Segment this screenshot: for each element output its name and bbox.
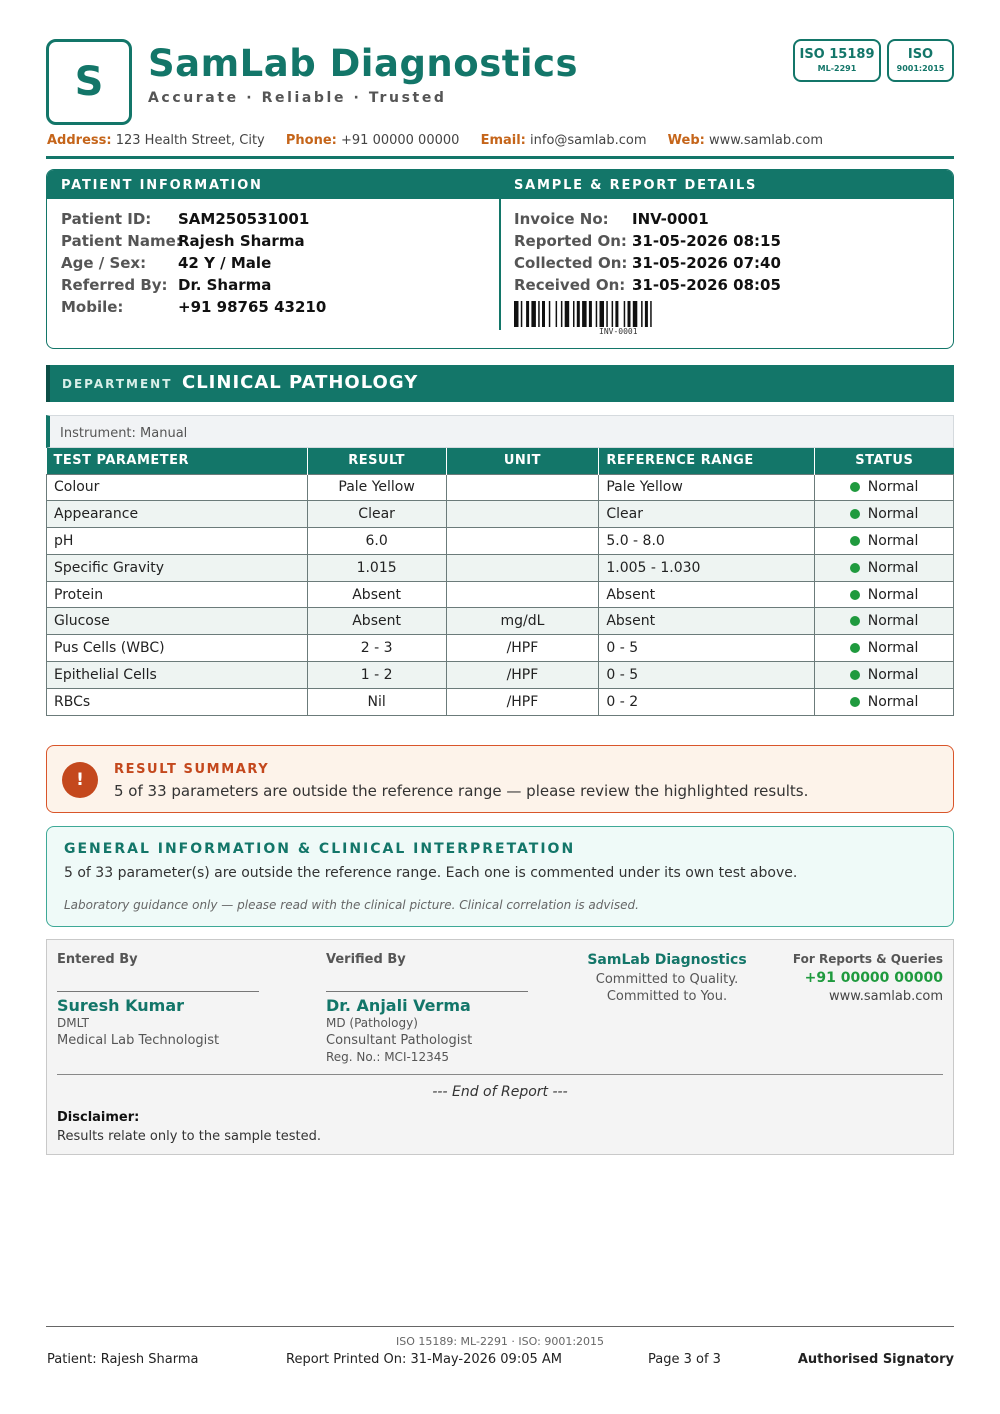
email-label: Email: <box>480 133 526 148</box>
reported-on-value: 31-05-2026 08:15 <box>632 232 781 250</box>
general-title: GENERAL INFORMATION & CLINICAL INTERPRETATION <box>64 841 576 857</box>
panel-divider <box>499 170 501 330</box>
range-cell: Clear <box>599 501 815 528</box>
signature-divider <box>57 1074 943 1075</box>
mobile-row <box>61 298 326 316</box>
lab-motto-line1: Committed to Quality. <box>595 972 739 987</box>
invoice-value: INV-0001 <box>632 210 709 228</box>
param-cell: Epithelial Cells <box>47 662 308 689</box>
status-cell <box>815 688 954 715</box>
collected-on-label: Collected On: <box>514 254 628 272</box>
unit-cell: mg/dL <box>446 608 599 635</box>
web-label: Web: <box>667 133 705 148</box>
badge-title: ISO 15189 <box>799 47 875 62</box>
lab-tagline: Accurate · Reliable · Trusted <box>148 90 447 106</box>
range-cell: 1.005 - 1.030 <box>599 554 815 581</box>
status-text: Normal <box>867 559 919 576</box>
status-cell <box>815 608 954 635</box>
age-sex-label: Age / Sex: <box>61 254 147 272</box>
lab-name: SamLab Diagnostics <box>148 42 579 85</box>
phone-value[interactable]: +91 00000 00000 <box>341 133 460 148</box>
patient-info-heading: PATIENT INFORMATION <box>61 178 263 193</box>
result-cell: 1 - 2 <box>307 662 446 689</box>
department-bar <box>46 365 954 402</box>
lab-motto-line2: Committed to You. <box>606 989 728 1004</box>
disclaimer-text: Results relate only to the sample tested. <box>57 1129 321 1144</box>
header-divider <box>46 156 954 159</box>
instrument-text: Instrument: Manual <box>60 426 188 441</box>
queries-label: For Reports & Queries <box>792 952 943 966</box>
patient-name-label: Patient Name: <box>61 232 182 250</box>
collected-on-value: 31-05-2026 07:40 <box>632 254 781 272</box>
iso-15189-badge <box>793 39 881 82</box>
param-cell: Specific Gravity <box>47 554 308 581</box>
status-text: Normal <box>867 506 919 523</box>
verified-by-name: Dr. Anjali Verma <box>326 996 471 1015</box>
param-cell: Protein <box>47 581 308 608</box>
referred-by-label: Referred By: <box>61 276 168 294</box>
col-header-result: RESULT <box>307 448 446 474</box>
unit-cell <box>446 554 599 581</box>
status-text: Normal <box>867 666 919 683</box>
entered-by-name: Suresh Kumar <box>57 996 185 1015</box>
table-row <box>47 608 954 635</box>
results-table <box>46 448 954 716</box>
param-cell: Colour <box>47 474 308 501</box>
summary-title: RESULT SUMMARY <box>114 762 270 777</box>
range-cell: 5.0 - 8.0 <box>599 528 815 555</box>
mobile-label: Mobile: <box>61 298 124 316</box>
footer-signatory: Authorised Signatory <box>797 1352 954 1367</box>
param-cell: Appearance <box>47 501 308 528</box>
status-text: Normal <box>867 479 919 496</box>
verified-by-label: Verified By <box>326 952 406 967</box>
table-row <box>47 635 954 662</box>
logo-letter: S <box>74 59 104 105</box>
status-cell <box>815 554 954 581</box>
result-cell: 6.0 <box>307 528 446 555</box>
badge-title: ISO <box>907 47 934 62</box>
entered-by-role: Medical Lab Technologist <box>57 1033 220 1048</box>
unit-cell <box>446 528 599 555</box>
col-header-parameter: TEST PARAMETER <box>47 448 308 474</box>
footer-iso-line: ISO 15189: ML-2291 · ISO: 9001:2015 <box>395 1335 605 1348</box>
verified-by-registration: Reg. No.: MCI-12345 <box>326 1050 449 1064</box>
result-cell: Pale Yellow <box>307 474 446 501</box>
param-cell: RBCs <box>47 688 308 715</box>
status-text: Normal <box>867 532 919 549</box>
status-dot-icon <box>850 670 860 680</box>
queries-web[interactable]: www.samlab.com <box>829 989 943 1004</box>
reported-on-label: Reported On: <box>514 232 627 250</box>
unit-cell: /HPF <box>446 635 599 662</box>
mobile-value: +91 98765 43210 <box>178 298 327 316</box>
signature-block <box>46 939 954 1155</box>
status-cell <box>815 662 954 689</box>
phone-label: Phone: <box>285 133 337 148</box>
unit-cell <box>446 501 599 528</box>
signature-line <box>57 991 259 992</box>
param-cell: Pus Cells (WBC) <box>47 635 308 662</box>
status-text: Normal <box>867 613 919 630</box>
unit-cell: /HPF <box>446 662 599 689</box>
status-cell <box>815 501 954 528</box>
footer-divider <box>46 1326 954 1327</box>
status-dot-icon <box>850 616 860 626</box>
email-link[interactable]: info@samlab.com <box>530 133 647 148</box>
queries-phone[interactable]: +91 00000 00000 <box>804 970 943 986</box>
lab-logo <box>46 39 132 125</box>
param-cell: Glucose <box>47 608 308 635</box>
received-on-value: 31-05-2026 08:05 <box>632 276 781 294</box>
range-cell: 0 - 5 <box>599 662 815 689</box>
status-text: Normal <box>867 693 919 710</box>
end-of-report: --- End of Report --- <box>432 1084 568 1100</box>
status-cell <box>815 474 954 501</box>
web-link[interactable]: www.samlab.com <box>709 133 823 148</box>
result-cell: Absent <box>307 581 446 608</box>
summary-message: 5 of 33 parameters are outside the reference range — please review the highlighted results. <box>114 782 809 800</box>
col-header-status: STATUS <box>815 448 954 474</box>
unit-cell <box>446 581 599 608</box>
address-value: 123 Health Street, City <box>115 133 265 148</box>
badge-subtitle: 9001:2015 <box>896 64 945 73</box>
iso-9001-badge <box>887 39 954 82</box>
instrument-bar <box>46 415 954 448</box>
status-dot-icon <box>850 563 860 573</box>
table-row <box>47 688 954 715</box>
status-dot-icon <box>850 482 860 492</box>
department-label: DEPARTMENT <box>62 377 173 391</box>
range-cell: Pale Yellow <box>599 474 815 501</box>
range-cell: 0 - 2 <box>599 688 815 715</box>
status-cell <box>815 635 954 662</box>
age-sex-row <box>61 254 271 272</box>
received-on-label: Received On: <box>514 276 626 294</box>
disclaimer-label: Disclaimer: <box>57 1110 140 1125</box>
verified-by-role: Consultant Pathologist <box>326 1033 473 1048</box>
sample-details-heading: SAMPLE & REPORT DETAILS <box>514 178 758 193</box>
patient-id-label: Patient ID: <box>61 210 152 228</box>
department-name: CLINICAL PATHOLOGY <box>182 372 419 393</box>
footer-patient: Patient: Rajesh Sharma <box>47 1352 199 1367</box>
signature-line <box>326 991 528 992</box>
footer-printed-on: Report Printed On: 31-May-2026 09:05 AM <box>286 1352 562 1367</box>
alert-icon: ! <box>62 762 98 798</box>
patient-name-row <box>61 232 305 250</box>
result-summary-alert <box>46 745 954 813</box>
patient-name-value: Rajesh Sharma <box>178 232 305 250</box>
result-cell: 1.015 <box>307 554 446 581</box>
table-row <box>47 581 954 608</box>
status-cell <box>815 528 954 555</box>
status-cell <box>815 581 954 608</box>
table-row <box>47 554 954 581</box>
badge-subtitle: ML-2291 <box>817 64 857 73</box>
invoice-label: Invoice No: <box>514 210 609 228</box>
result-cell: Clear <box>307 501 446 528</box>
status-dot-icon <box>850 697 860 707</box>
entered-by-label: Entered By <box>57 952 138 967</box>
entered-by-qualification: DMLT <box>57 1016 89 1030</box>
unit-cell: /HPF <box>446 688 599 715</box>
general-note: Laboratory guidance only — please read with the clinical picture. Clinical correlation is advised. <box>64 898 639 912</box>
table-row <box>47 474 954 501</box>
general-message: 5 of 33 parameter(s) are outside the reference range. Each one is commented under its own test above. <box>64 865 798 881</box>
result-cell: Absent <box>307 608 446 635</box>
table-row <box>47 662 954 689</box>
verified-by-qualification: MD (Pathology) <box>326 1016 418 1030</box>
contact-line <box>47 133 840 148</box>
invoice-row <box>514 210 709 228</box>
invoice-barcode <box>514 301 734 329</box>
age-sex-value: 42 Y / Male <box>178 254 272 272</box>
status-dot-icon <box>850 536 860 546</box>
col-header-range: REFERENCE RANGE <box>599 448 815 474</box>
status-dot-icon <box>850 643 860 653</box>
result-cell: Nil <box>307 688 446 715</box>
collected-on-row <box>514 254 781 272</box>
footer-page-number: Page 3 of 3 <box>648 1352 721 1367</box>
table-row <box>47 528 954 555</box>
patient-id-value: SAM250531001 <box>178 210 310 228</box>
range-cell: Absent <box>599 608 815 635</box>
general-information-box <box>46 826 954 927</box>
table-row <box>47 501 954 528</box>
status-text: Normal <box>867 640 919 657</box>
table-header-row <box>47 448 954 474</box>
barcode-number: INV-0001 <box>599 327 638 336</box>
footer-lab-name: SamLab Diagnostics <box>587 952 747 968</box>
referred-by-value: Dr. Sharma <box>178 276 272 294</box>
result-cell: 2 - 3 <box>307 635 446 662</box>
address-label: Address: <box>47 133 112 148</box>
referred-by-row <box>61 276 271 294</box>
reported-on-row <box>514 232 781 250</box>
patient-sample-panel <box>46 169 954 349</box>
status-text: Normal <box>867 586 919 603</box>
range-cell: Absent <box>599 581 815 608</box>
patient-id-row <box>61 210 309 228</box>
status-dot-icon <box>850 509 860 519</box>
col-header-unit: UNIT <box>446 448 599 474</box>
received-on-row <box>514 276 781 294</box>
status-dot-icon <box>850 590 860 600</box>
unit-cell <box>446 474 599 501</box>
param-cell: pH <box>47 528 308 555</box>
range-cell: 0 - 5 <box>599 635 815 662</box>
